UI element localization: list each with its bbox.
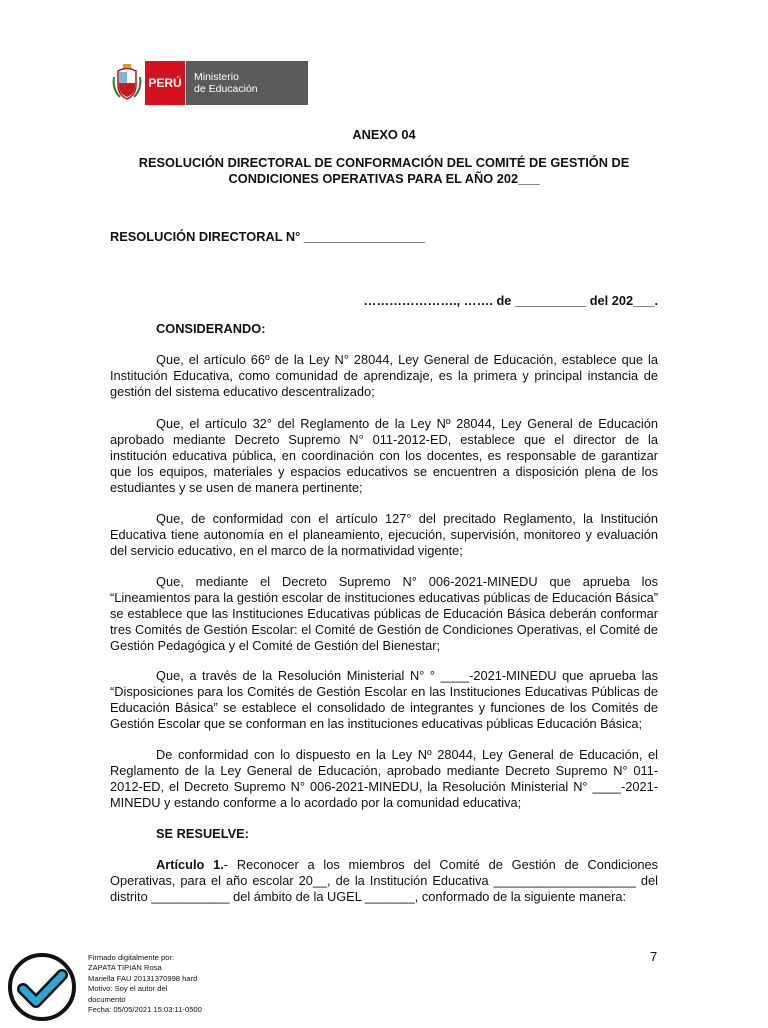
paragraph-3: Que, de conformidad con el artículo 127° del precitado Reglamento, la Institución Educativa tiene autonomía en el planeamiento, ejecución, supervisión, monitoreo y evaluación del servicio educativo, en el marco de la normatividad vigente;	[110, 511, 658, 558]
ministry-line-1: Ministerio	[194, 71, 239, 83]
page-number: 7	[650, 949, 658, 964]
paragraph-2: Que, el artículo 32° del Reglamento de la Ley Nº 28044, Ley General de Educación aprobado mediante Decreto Supremo N° 011-2012-ED, establece que el director de la institución educativa pública, en coordinación con los docentes, es responsable de garantizar que los equipos, materiales y espacios educativos se encuentren a disposición plena de los estudiantes y se usen de manera pertinente;	[110, 416, 658, 495]
signature-line-4: Motivo: Soy el autor del	[88, 984, 168, 994]
considerando-heading: CONSIDERANDO:	[156, 321, 266, 336]
ministry-name	[186, 61, 308, 105]
peru-label: PERÚ	[145, 61, 186, 105]
coat-of-arms-icon	[109, 61, 145, 105]
digital-signature	[6, 951, 202, 1028]
se-resuelve-heading: SE RESUELVE:	[156, 826, 249, 841]
resolution-number: RESOLUCIÓN DIRECTORAL N° _________________	[110, 229, 425, 244]
article-1-label: Artículo 1.	[156, 857, 224, 872]
ministry-line-2: de Educación	[194, 83, 258, 95]
signature-line-6: Fecha: 05/05/2021 15:03:11-0500	[88, 1005, 202, 1015]
place-date-line: …………………., ……. de __________ del 202___.	[363, 293, 658, 308]
signature-line-2: ZAPATA TIPIAN Rosa	[88, 963, 162, 973]
ministry-logo	[109, 61, 308, 105]
paragraph-6: De conformidad con lo dispuesto en la Ley Nº 28044, Ley General de Educación, el Reglamento de la Ley General de Educación, aprobado mediante Decreto Supremo N° 011-2012-ED, el Decreto Supremo N° 006-2021-MINEDU, la Resolución Ministerial N° ____-2021-MINEDU y estando conforme a lo acordado por la comunidad educativa;	[110, 747, 658, 810]
paragraph-1: Que, el artículo 66º de la Ley N° 28044, Ley General de Educación, establece que la Institución Educativa, como comunidad de aprendizaje, es la primera y principal instancia de gestión del sistema educativo descentralizado;	[110, 352, 658, 399]
article-1	[110, 857, 658, 905]
signature-line-1: Firmado digitalmente por:	[88, 953, 175, 962]
resolution-title-line-2: CONDICIONES OPERATIVAS PARA EL AÑO 202___	[228, 171, 540, 186]
annex-title: ANEXO 04	[352, 127, 416, 142]
resolution-title-line-1: RESOLUCIÓN DIRECTORAL DE CONFORMACIÓN DEL COMITÉ DE GESTIÓN DE	[138, 155, 630, 170]
signature-line-3: Mariella FAU 20131370998 hard	[88, 973, 198, 983]
resolution-title	[110, 155, 658, 187]
signature-line-5: documento	[88, 994, 126, 1004]
signature-details	[88, 953, 202, 1015]
article-1-text: - Reconocer a los miembros del Comité de Gestión de Condiciones Operativas, para el año escolar 20__, de la Institución Educativa ____________________ del distrito ___________ del ámbito de la UGEL _______, conformado de la siguiente manera:	[110, 857, 658, 904]
signature-check-icon	[6, 951, 78, 1028]
paragraph-5: Que, a través de la Resolución Ministerial N° ° ____-2021-MINEDU que aprueba las “Disposiciones para los Comités de Gestión Escolar en las Instituciones Educativas Públicas de Educación Básica” se establece el consolidado de integrantes y funciones de los Comités de Gestión Escolar que se conforman en las instituciones educativas públicas Educación Básica;	[110, 668, 658, 731]
paragraph-4: Que, mediante el Decreto Supremo N° 006-2021-MINEDU que aprueba los “Lineamientos para la gestión escolar de instituciones educativas públicas de Educación Básica” se establece que las Instituciones Educativas públicas de Educación Básica deberán conformar tres Comités de Gestión Escolar: el Comité de Gestión de Condiciones Operativas, el Comité de Gestión Pedagógica y el Comité de Gestión del Bienestar;	[110, 574, 658, 653]
